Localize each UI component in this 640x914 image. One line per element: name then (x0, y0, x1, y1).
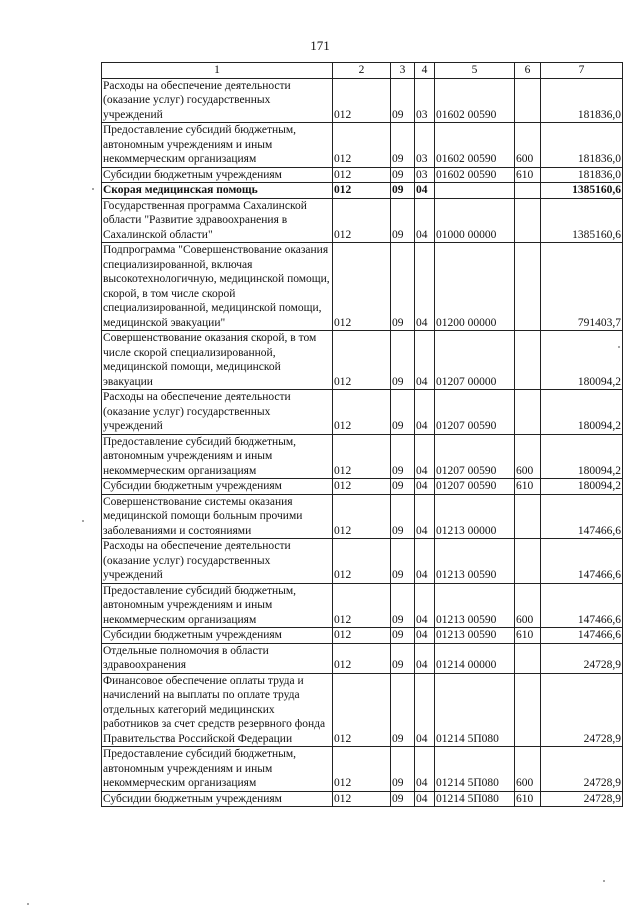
item-name-cell: Расходы на обеспечение деятельности (оказание услуг) государственных учреждений (102, 539, 333, 584)
table-row (102, 183, 623, 199)
table-row (102, 494, 623, 539)
target-article-cell: 01000 00000 (435, 198, 515, 243)
section-code-cell: 09 (391, 628, 415, 644)
item-name-cell: Субсидии бюджетным учреждениям (102, 167, 333, 183)
target-article-cell: 01602 00590 (435, 78, 515, 123)
target-article-cell: 01213 00590 (435, 539, 515, 584)
table-row (102, 167, 623, 183)
table-row (102, 791, 623, 807)
target-article-cell: 01602 00590 (435, 123, 515, 168)
target-article-cell: 01214 00000 (435, 643, 515, 673)
ministry-code-cell: 012 (333, 494, 391, 539)
ministry-code-cell: 012 (333, 198, 391, 243)
subsection-code-cell: 04 (415, 479, 435, 495)
subsection-code-cell: 04 (415, 628, 435, 644)
section-code-cell: 09 (391, 539, 415, 584)
budget-table (101, 62, 623, 807)
ministry-code-cell: 012 (333, 643, 391, 673)
expense-type-cell: 610 (515, 791, 541, 807)
scan-speck (82, 520, 84, 522)
expense-type-cell: 610 (515, 167, 541, 183)
amount-cell: 1385160,6 (541, 198, 623, 243)
section-code-cell: 09 (391, 494, 415, 539)
expense-type-cell: 600 (515, 434, 541, 479)
column-header: 6 (515, 63, 541, 79)
section-code-cell: 09 (391, 747, 415, 792)
scan-speck (92, 188, 94, 190)
subsection-code-cell: 04 (415, 183, 435, 199)
expense-type-cell: 600 (515, 123, 541, 168)
table-row (102, 539, 623, 584)
item-name-cell: Финансовое обеспечение оплаты труда и начислений на выплаты по оплате труда отдельных категорий медицинских работников за счет средств резервного фонда Правительства Российской Федерации (102, 673, 333, 747)
table-row (102, 479, 623, 495)
item-name-cell: Совершенствование оказания скорой, в том числе скорой специализированной, медицинской помощи, медицинской эвакуации (102, 331, 333, 390)
target-article-cell: 01214 5П080 (435, 673, 515, 747)
table-body (102, 78, 623, 807)
section-code-cell: 09 (391, 78, 415, 123)
item-name-cell: Расходы на обеспечение деятельности (оказание услуг) государственных учреждений (102, 390, 333, 435)
subsection-code-cell: 04 (415, 434, 435, 479)
section-code-cell: 09 (391, 331, 415, 390)
table-row (102, 583, 623, 628)
table-row (102, 331, 623, 390)
expense-type-cell (515, 331, 541, 390)
target-article-cell: 01213 00590 (435, 583, 515, 628)
table-row (102, 673, 623, 747)
amount-cell: 181836,0 (541, 78, 623, 123)
table-row (102, 747, 623, 792)
item-name-cell: Субсидии бюджетным учреждениям (102, 791, 333, 807)
target-article-cell: 01213 00590 (435, 628, 515, 644)
amount-cell: 180094,2 (541, 331, 623, 390)
column-header: 5 (435, 63, 515, 79)
ministry-code-cell: 012 (333, 183, 391, 199)
expense-type-cell: 610 (515, 479, 541, 495)
expense-type-cell (515, 78, 541, 123)
subsection-code-cell: 04 (415, 198, 435, 243)
expense-type-cell: 610 (515, 628, 541, 644)
section-code-cell: 09 (391, 434, 415, 479)
amount-cell: 24728,9 (541, 747, 623, 792)
expense-type-cell (515, 643, 541, 673)
ministry-code-cell: 012 (333, 479, 391, 495)
section-code-cell: 09 (391, 183, 415, 199)
item-name-cell: Предоставление субсидий бюджетным, автономным учреждениям и иным некоммерческим организациям (102, 583, 333, 628)
expense-type-cell (515, 539, 541, 584)
amount-cell: 147466,6 (541, 539, 623, 584)
amount-cell: 181836,0 (541, 167, 623, 183)
column-header: 3 (391, 63, 415, 79)
subsection-code-cell: 04 (415, 494, 435, 539)
column-header: 1 (102, 63, 333, 79)
amount-cell: 1385160,6 (541, 183, 623, 199)
section-code-cell: 09 (391, 643, 415, 673)
item-name-cell: Субсидии бюджетным учреждениям (102, 628, 333, 644)
section-code-cell: 09 (391, 791, 415, 807)
amount-cell: 24728,9 (541, 791, 623, 807)
ministry-code-cell: 012 (333, 747, 391, 792)
subsection-code-cell: 04 (415, 539, 435, 584)
amount-cell: 181836,0 (541, 123, 623, 168)
subsection-code-cell: 04 (415, 390, 435, 435)
subsection-code-cell: 04 (415, 243, 435, 331)
table-row (102, 198, 623, 243)
target-article-cell: 01213 00000 (435, 494, 515, 539)
subsection-code-cell: 04 (415, 673, 435, 747)
section-code-cell: 09 (391, 167, 415, 183)
table-row (102, 434, 623, 479)
ministry-code-cell: 012 (333, 791, 391, 807)
amount-cell: 24728,9 (541, 643, 623, 673)
item-name-cell: Скорая медицинская помощь (102, 183, 333, 199)
item-name-cell: Субсидии бюджетным учреждениям (102, 479, 333, 495)
target-article-cell: 01214 5П080 (435, 747, 515, 792)
expense-type-cell (515, 673, 541, 747)
scan-speck (618, 346, 620, 348)
ministry-code-cell: 012 (333, 331, 391, 390)
amount-cell: 147466,6 (541, 494, 623, 539)
target-article-cell: 01207 00000 (435, 331, 515, 390)
table-row (102, 123, 623, 168)
item-name-cell: Подпрограмма "Совершенствование оказания специализированной, включая высокотехнологичную, медицинской помощи, скорой, в том числе скорой специализированной, медицинской помощи, медицинской эвакуации" (102, 243, 333, 331)
section-code-cell: 09 (391, 123, 415, 168)
subsection-code-cell: 04 (415, 643, 435, 673)
subsection-code-cell: 04 (415, 331, 435, 390)
table-row (102, 78, 623, 123)
item-name-cell: Предоставление субсидий бюджетным, автономным учреждениям и иным некоммерческим организациям (102, 747, 333, 792)
header-row (102, 63, 623, 79)
item-name-cell: Отдельные полномочия в области здравоохранения (102, 643, 333, 673)
item-name-cell: Предоставление субсидий бюджетным, автономным учреждениям и иным некоммерческим организациям (102, 123, 333, 168)
column-header: 4 (415, 63, 435, 79)
amount-cell: 24728,9 (541, 673, 623, 747)
expense-type-cell: 600 (515, 747, 541, 792)
subsection-code-cell: 03 (415, 167, 435, 183)
expense-type-cell (515, 243, 541, 331)
target-article-cell: 01207 00590 (435, 390, 515, 435)
column-header: 7 (541, 63, 623, 79)
table-row (102, 243, 623, 331)
item-name-cell: Расходы на обеспечение деятельности (оказание услуг) государственных учреждений (102, 78, 333, 123)
ministry-code-cell: 012 (333, 628, 391, 644)
target-article-cell: 01207 00590 (435, 479, 515, 495)
scan-speck (603, 880, 605, 882)
item-name-cell: Совершенствование системы оказания медицинской помощи больным прочими заболеваниями и состояниями (102, 494, 333, 539)
section-code-cell: 09 (391, 390, 415, 435)
expense-type-cell (515, 183, 541, 199)
section-code-cell: 09 (391, 243, 415, 331)
section-code-cell: 09 (391, 198, 415, 243)
ministry-code-cell: 012 (333, 583, 391, 628)
target-article-cell: 01602 00590 (435, 167, 515, 183)
page-number: 171 (310, 38, 330, 53)
subsection-code-cell: 04 (415, 583, 435, 628)
item-name-cell: Предоставление субсидий бюджетным, автономным учреждениям и иным некоммерческим организациям (102, 434, 333, 479)
table-row (102, 628, 623, 644)
amount-cell: 791403,7 (541, 243, 623, 331)
ministry-code-cell: 012 (333, 390, 391, 435)
section-code-cell: 09 (391, 479, 415, 495)
scan-speck (27, 903, 29, 905)
column-header: 2 (333, 63, 391, 79)
ministry-code-cell: 012 (333, 167, 391, 183)
amount-cell: 180094,2 (541, 434, 623, 479)
expense-type-cell (515, 494, 541, 539)
target-article-cell: 01214 5П080 (435, 791, 515, 807)
item-name-cell: Государственная программа Сахалинской области "Развитие здравоохранения в Сахалинской области" (102, 198, 333, 243)
ministry-code-cell: 012 (333, 434, 391, 479)
subsection-code-cell: 03 (415, 123, 435, 168)
table-row (102, 390, 623, 435)
ministry-code-cell: 012 (333, 673, 391, 747)
expense-type-cell (515, 390, 541, 435)
amount-cell: 180094,2 (541, 390, 623, 435)
amount-cell: 180094,2 (541, 479, 623, 495)
subsection-code-cell: 04 (415, 791, 435, 807)
table-row (102, 643, 623, 673)
target-article-cell: 01200 00000 (435, 243, 515, 331)
ministry-code-cell: 012 (333, 78, 391, 123)
expense-type-cell: 600 (515, 583, 541, 628)
target-article-cell: 01207 00590 (435, 434, 515, 479)
ministry-code-cell: 012 (333, 539, 391, 584)
subsection-code-cell: 03 (415, 78, 435, 123)
section-code-cell: 09 (391, 583, 415, 628)
amount-cell: 147466,6 (541, 628, 623, 644)
expense-type-cell (515, 198, 541, 243)
target-article-cell (435, 183, 515, 199)
ministry-code-cell: 012 (333, 243, 391, 331)
amount-cell: 147466,6 (541, 583, 623, 628)
ministry-code-cell: 012 (333, 123, 391, 168)
subsection-code-cell: 04 (415, 747, 435, 792)
section-code-cell: 09 (391, 673, 415, 747)
